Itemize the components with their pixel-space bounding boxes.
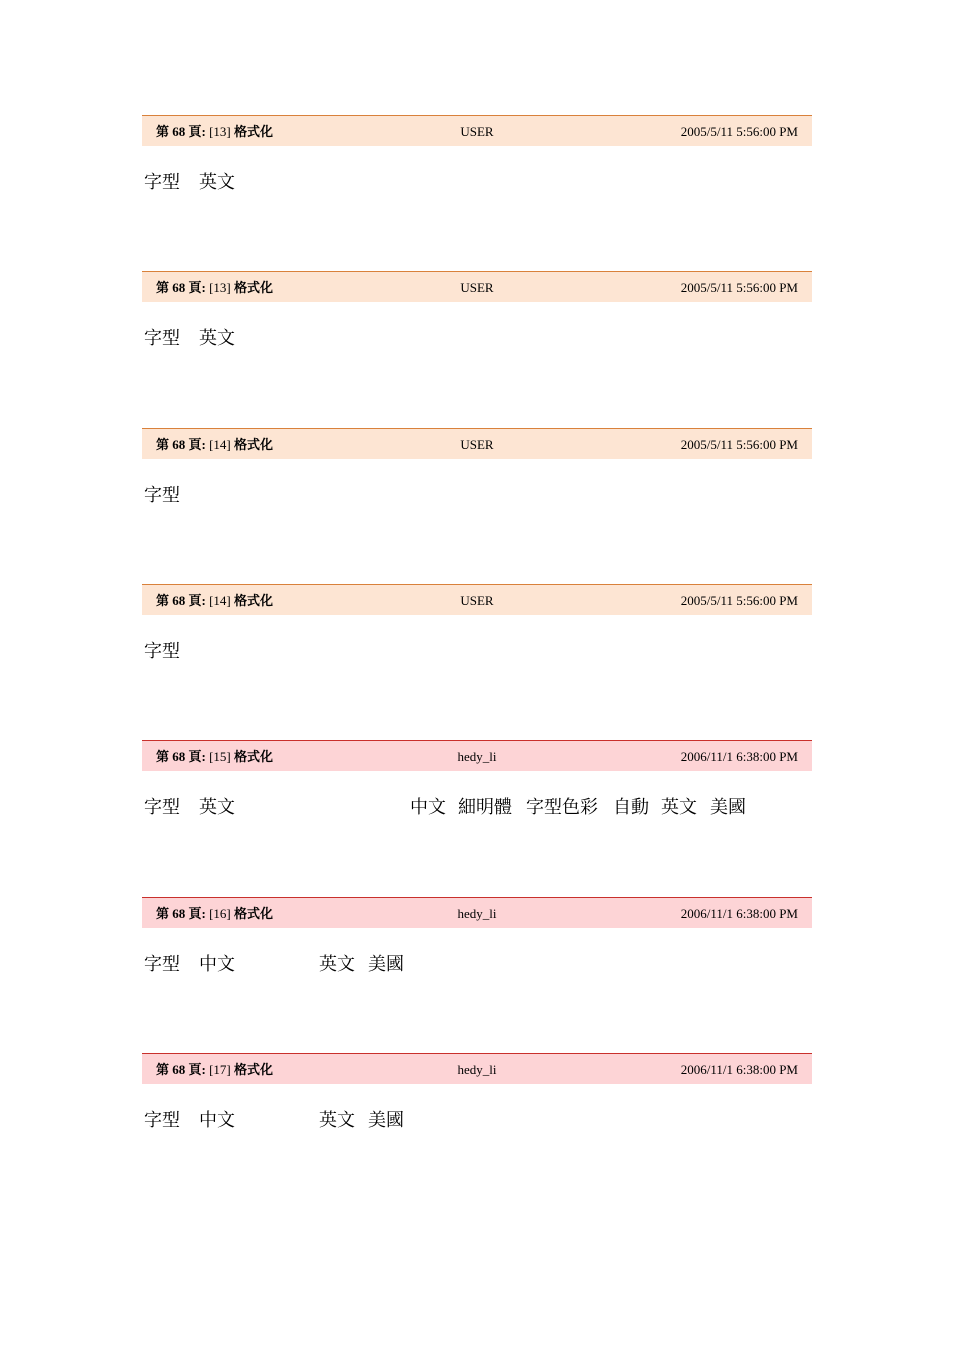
revision-author: USER	[460, 280, 494, 295]
revision-body	[142, 481, 812, 511]
format-token: 字型	[144, 328, 180, 349]
page-label: 第 68 頁:	[156, 593, 206, 608]
format-token: 英文	[199, 797, 235, 818]
format-token: 英文	[319, 1110, 355, 1131]
format-token: 字型色彩	[526, 797, 598, 818]
revision-timestamp: 2006/11/1 6:38:00 PM	[680, 906, 798, 921]
format-token: 字型	[144, 172, 180, 193]
revision-header	[142, 584, 812, 615]
format-token: 細明體	[458, 797, 512, 818]
format-token: 字型	[144, 1110, 180, 1131]
revision-timestamp: 2006/11/1 6:38:00 PM	[680, 1062, 798, 1077]
format-token: 英文	[661, 797, 697, 818]
revision-ref: [16]	[209, 906, 231, 921]
revision-author: USER	[460, 437, 494, 452]
format-token: 美國	[368, 954, 404, 975]
page-label: 第 68 頁:	[156, 1062, 206, 1077]
revision-ref: [13]	[209, 280, 231, 295]
format-token: 字型	[144, 641, 180, 662]
revision-ref: [14]	[209, 437, 231, 452]
revision-body	[142, 168, 812, 198]
revision-body	[142, 950, 812, 980]
revision-entry	[142, 115, 812, 198]
revision-author: hedy_li	[457, 1062, 497, 1077]
revision-author: hedy_li	[457, 749, 497, 764]
revision-entry	[142, 584, 812, 667]
revision-author: hedy_li	[457, 906, 497, 921]
format-token: 美國	[710, 797, 746, 818]
revision-entry	[142, 428, 812, 511]
format-token: 中文	[199, 1110, 235, 1131]
revision-ref: [17]	[209, 1062, 231, 1077]
format-token: 中文	[199, 954, 235, 975]
format-token: 美國	[368, 1110, 404, 1131]
revision-body	[142, 1106, 812, 1136]
revision-timestamp: 2005/5/11 5:56:00 PM	[680, 593, 798, 608]
revision-type: 格式化	[234, 124, 274, 139]
page-label: 第 68 頁:	[156, 749, 206, 764]
revision-type: 格式化	[234, 280, 274, 295]
revision-entry	[142, 897, 812, 980]
revision-header	[142, 115, 812, 146]
revision-body	[142, 637, 812, 667]
revision-header	[142, 1053, 812, 1084]
revision-entry	[142, 740, 812, 823]
page-label: 第 68 頁:	[156, 906, 206, 921]
revision-entry	[142, 271, 812, 354]
revision-ref: [14]	[209, 593, 231, 608]
revision-timestamp: 2005/5/11 5:56:00 PM	[680, 280, 798, 295]
revision-timestamp: 2006/11/1 6:38:00 PM	[680, 749, 798, 764]
revision-type: 格式化	[234, 749, 274, 764]
page-label: 第 68 頁:	[156, 280, 206, 295]
revision-entry	[142, 1053, 812, 1136]
format-token: 英文	[199, 172, 235, 193]
revision-ref: [15]	[209, 749, 231, 764]
format-token: 英文	[199, 328, 235, 349]
revision-timestamp: 2005/5/11 5:56:00 PM	[680, 437, 798, 452]
revision-timestamp: 2005/5/11 5:56:00 PM	[680, 124, 798, 139]
revision-body	[142, 324, 812, 354]
revision-ref: [13]	[209, 124, 231, 139]
format-token: 字型	[144, 954, 180, 975]
page-label: 第 68 頁:	[156, 437, 206, 452]
revision-body	[142, 793, 812, 823]
format-token: 字型	[144, 797, 180, 818]
revision-header	[142, 897, 812, 928]
format-token: 中文	[410, 797, 446, 818]
revision-header	[142, 740, 812, 771]
revision-author: USER	[460, 593, 494, 608]
revision-header	[142, 271, 812, 302]
revision-type: 格式化	[234, 437, 274, 452]
format-token: 英文	[319, 954, 355, 975]
page-label: 第 68 頁:	[156, 124, 206, 139]
revision-author: USER	[460, 124, 494, 139]
revision-type: 格式化	[234, 593, 274, 608]
revision-header	[142, 428, 812, 459]
format-token: 自動	[613, 797, 649, 818]
revision-type: 格式化	[234, 906, 274, 921]
format-token: 字型	[144, 485, 180, 506]
revision-type: 格式化	[234, 1062, 274, 1077]
